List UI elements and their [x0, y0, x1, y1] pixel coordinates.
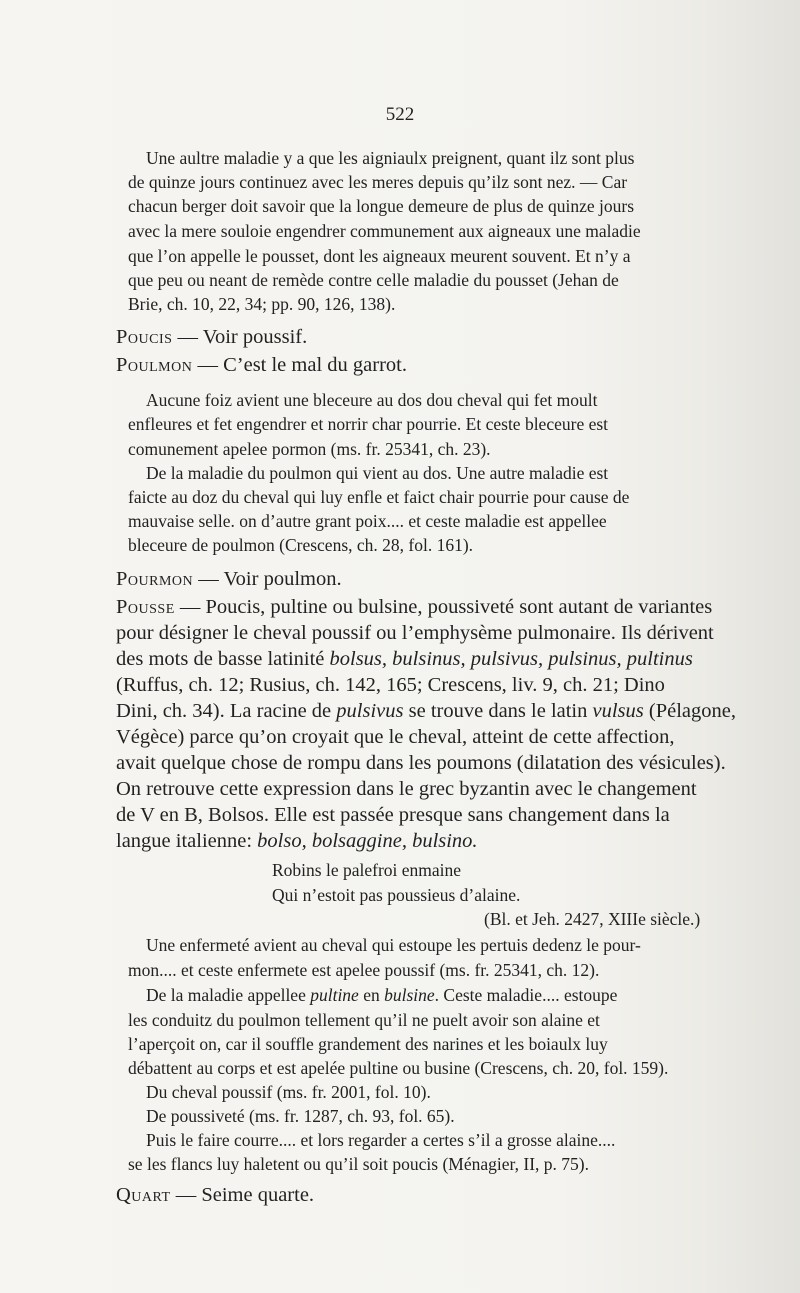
- pousse-line: avait quelque chose de rompu dans les poumons (dilatation des vésicules).: [116, 752, 726, 774]
- pousse-line: Végèce) parce qu’on croyait que le cheval, atteint de cette affection,: [116, 726, 675, 748]
- quote-line: De poussiveté (ms. fr. 1287, ch. 93, fol. 65).: [146, 1106, 455, 1126]
- pousse-line: [116, 648, 693, 671]
- quote-line: de quinze jours continuez avec les meres depuis qu’ilz sont nez. — Car: [128, 172, 628, 192]
- quote-line: se les flancs luy haletent ou qu’il soit poucis (Ménagier, II, p. 75).: [128, 1154, 589, 1174]
- entry-headword: Pourmon: [116, 568, 194, 590]
- entry-quart: [116, 1184, 314, 1207]
- quote-line: bleceure de poulmon (Crescens, ch. 28, fol. 161).: [128, 535, 474, 555]
- entry-poulmon: [116, 354, 407, 377]
- entry-pourmon: [116, 568, 342, 591]
- verse-line: Robins le palefroi enmaine: [272, 860, 462, 880]
- quote-line: Une enfermeté avient au cheval qui estoupe les pertuis dedenz le pour-: [146, 935, 641, 955]
- latin-term: vulsus: [592, 700, 644, 722]
- entry-headword: Pousse: [116, 596, 175, 618]
- quote-line: Brie, ch. 10, 22, 34; pp. 90, 126, 138).: [128, 294, 396, 314]
- term: pultine: [310, 985, 359, 1005]
- quote-text: De la maladie appellee: [146, 985, 311, 1005]
- entry-text: langue italienne:: [116, 830, 258, 852]
- pousse-line: de V en B, Bolsos. Elle est passée presque sans changement dans la: [116, 804, 670, 826]
- quote-line: Aucune foiz avient une bleceure au dos dou cheval qui fet moult: [146, 390, 598, 410]
- entry-headword: Poucis: [116, 326, 173, 348]
- entry-text: — Voir poulmon.: [193, 568, 342, 590]
- quote-line: débattent au corps et est apelée pultine ou busine (Crescens, ch. 20, fol. 159).: [128, 1058, 669, 1078]
- latin-terms: bolsus, bulsinus, pulsivus, pulsinus, pultinus: [329, 648, 693, 670]
- pousse-line: On retrouve cette expression dans le grec byzantin avec le changement: [116, 778, 697, 800]
- verse-line: Qui n’estoit pas poussieus d’alaine.: [272, 885, 521, 905]
- quote-line: mauvaise selle. on d’autre grant poix.... et ceste maladie est appellee: [128, 511, 607, 531]
- quote-line: mon.... et ceste enfermete est apelee poussif (ms. fr. 25341, ch. 12).: [128, 960, 600, 980]
- pousse-line: [116, 596, 712, 619]
- page-number: 522: [385, 104, 415, 125]
- quote-line: comunement apelee pormon (ms. fr. 25341, ch. 23).: [128, 439, 491, 459]
- entry-text: (Pélagone,: [643, 700, 736, 722]
- pousse-line: pour désigner le cheval poussif ou l’emphysème pulmonaire. Ils dérivent: [116, 622, 714, 644]
- entry-text: — Poucis, pultine ou bulsine, poussiveté sont autant de variantes: [174, 596, 713, 618]
- pousse-line: [116, 830, 478, 853]
- quote-line: avec la mere souloie engendrer communement aux aigneaux une maladie: [128, 221, 641, 241]
- entry-text: des mots de basse latinité: [116, 648, 330, 670]
- quote-text: . Ceste maladie.... estoupe: [434, 985, 618, 1005]
- quote-line: [146, 985, 617, 1006]
- verse-source: (Bl. et Jeh. 2427, XIIIe siècle.): [484, 909, 701, 929]
- quote-line: Puis le faire courre.... et lors regarder a certes s’il a grosse alaine....: [146, 1130, 616, 1150]
- entry-headword: Poulmon: [116, 354, 193, 376]
- quote-line: De la maladie du poulmon qui vient au dos. Une autre maladie est: [146, 463, 609, 483]
- quote-line: que peu ou neant de remède contre celle maladie du pousset (Jehan de: [128, 270, 619, 290]
- quote-line: les conduitz du poulmon tellement qu’il ne puelt avoir son alaine et: [128, 1010, 600, 1030]
- italian-terms: bolso, bolsaggine, bulsino.: [257, 830, 478, 852]
- quote-line: Une aultre maladie y a que les aigniaulx preignent, quant ilz sont plus: [146, 148, 635, 168]
- entry-poucis: [116, 326, 307, 349]
- quote-line: chacun berger doit savoir que la longue demeure de plus de quinze jours: [128, 196, 635, 216]
- quote-line: Du cheval poussif (ms. fr. 2001, fol. 10).: [146, 1082, 431, 1102]
- pousse-line: (Ruffus, ch. 12; Rusius, ch. 142, 165; Crescens, liv. 9, ch. 21; Dino: [116, 674, 665, 696]
- entry-text: — C’est le mal du garrot.: [192, 354, 407, 376]
- latin-term: pulsivus: [336, 700, 404, 722]
- term: bulsine: [384, 985, 435, 1005]
- entry-text: — Voir poussif.: [172, 326, 308, 348]
- entry-headword: Quart: [116, 1184, 171, 1206]
- entry-text: — Seime quarte.: [170, 1184, 315, 1206]
- quote-line: l’aperçoit on, car il souffle grandement des narines et les boiaulx luy: [128, 1034, 608, 1054]
- quote-line: faicte au doz du cheval qui luy enfle et faict chair pourrie pour cause de: [128, 487, 630, 507]
- entry-text: Dini, ch. 34). La racine de: [116, 700, 337, 722]
- entry-text: se trouve dans le latin: [403, 700, 593, 722]
- quote-text: en: [358, 985, 385, 1005]
- quote-line: enfleures et fet engendrer et norrir char pourrie. Et ceste bleceure est: [128, 414, 609, 434]
- quote-line: que l’on appelle le pousset, dont les aigneaux meurent souvent. Et n’y a: [128, 246, 631, 266]
- pousse-line: [116, 700, 736, 723]
